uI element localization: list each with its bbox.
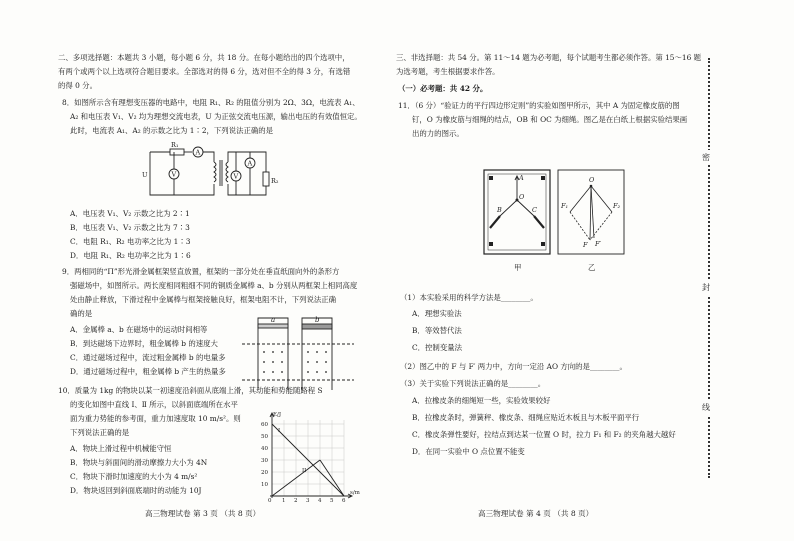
- line-label-2: II: [302, 468, 307, 474]
- q11-stem-1: 11．（6 分）“验证力的平行四边形定则”的实验如图甲所示，其中 A 为固定橡皮筋的图: [398, 101, 680, 110]
- yi-label-o: O: [589, 176, 595, 184]
- label-rod-a: a: [271, 316, 276, 324]
- q8-option-b: B．电压表 V₁、V₂ 示数之比为 7∶3: [70, 223, 190, 232]
- xtick-1: 1: [282, 498, 286, 502]
- yi-label-f2: F₂: [613, 202, 621, 210]
- xtick-4: 4: [318, 498, 322, 502]
- section2-line-2: 有两个或两个以上选项符合题目要求。全部选对的得 6 分，选对但不全的得 3 分，有选错: [58, 67, 351, 76]
- xtick-3: 3: [306, 498, 310, 502]
- q9-option-d: D．通过磁场过程中，粗金属棒 b 产生的热量多: [70, 367, 226, 376]
- q10-option-a: A．物块上滑过程中机械能守恒: [70, 444, 172, 453]
- sidebar-xian: 线: [702, 400, 710, 415]
- q8-option-c: C．电阻 R₁、R₂ 电功率之比为 1∶3: [70, 237, 191, 246]
- yi-label-f: F: [583, 241, 588, 249]
- label-a2: A: [247, 159, 253, 168]
- ytick-10: 10: [261, 482, 268, 488]
- q8-option-a: A．电压表 V₁、V₂ 示数之比为 2∶1: [70, 209, 190, 218]
- label-r2: R₂: [271, 177, 279, 185]
- jia-label-o: O: [519, 193, 525, 201]
- graph-xlabel: s/m: [350, 490, 360, 496]
- q11-sub3-option-a: A．拉橡皮条的细绳短一些，实验效果较好: [412, 396, 551, 405]
- yi-label-f1: F₁: [561, 202, 569, 210]
- q11-sub1-option-a: A．理想实验法: [412, 309, 462, 318]
- q9-stem-1: 9．两相同的“П”形光滑金属框架竖直放置，框架的一部分处在垂直纸面向外的条形方: [62, 267, 340, 276]
- label-v2: V: [233, 172, 239, 181]
- q10-option-c: C．物块下滑时加速度的大小为 4 m/s²: [70, 472, 198, 481]
- q9-option-b: B．到达磁场下边界时，粗金属棒 b 的速度大: [70, 339, 218, 348]
- q11-sub2: （2）图乙中的 F 与 F′ 两力中，方向一定沿 AO 方向的是________。: [400, 362, 627, 371]
- label-a1: A: [195, 148, 201, 157]
- ytick-60: 60: [261, 422, 268, 428]
- q10-energy-graph: [258, 410, 363, 502]
- label-r1: R₁: [171, 141, 179, 149]
- q9-stem-4: 确的是: [70, 309, 93, 318]
- q10-stem-1: 10．质量为 1kg 的物块以某一初速度沿斜面从底端上滑，其动能和势能随路程 S: [58, 386, 323, 395]
- jia-label-b: B: [497, 206, 502, 214]
- q10-stem-4: 下列说法正确的是: [70, 428, 130, 437]
- footer-page-4: 高三物理试卷 第 4 页 （共 8 页）: [478, 509, 594, 518]
- q10-stem-2: 的变化如图中直线 Ⅰ、Ⅱ 所示，以斜面底端所在水平: [70, 400, 238, 409]
- binding-line: [708, 58, 712, 478]
- sidebar-mi: 密: [702, 150, 710, 165]
- q10-option-b: B．物块与斜面间的滑动摩擦力大小为 4N: [70, 458, 208, 467]
- q8-transformer-circuit: [140, 140, 280, 204]
- yi-label-f-prime: F′: [595, 240, 601, 248]
- q8-stem-1: 8．如图所示含有理想变压器的电路中，电阻 R₁、R₂ 的阻值分别为 2Ω、3Ω，电流表 A₁、: [62, 98, 360, 107]
- xtick-0: 0: [268, 498, 272, 502]
- section3-line-1: 三、非选择题：共 54 分。第 11～14 题为必考题，每个试题考生都必须作答。第 15～16 题: [396, 53, 702, 62]
- required-heading: （一）必考题：共 42 分。: [398, 84, 488, 93]
- q9-stem-2: 强磁场中，如图所示。两长度相同粗细不同的铜质金属棒 a、b 分别从两框架上相同高度: [70, 281, 358, 290]
- q8-option-d: D．电阻 R₁、R₂ 电功率之比为 1∶6: [70, 251, 191, 260]
- q8-stem-3: 此时，电流表 A₁、A₂ 的示数之比为 1∶2，下列说法正确的是: [70, 126, 274, 135]
- q11-sub3-option-d: D．在同一实验中 O 点位置不能变: [412, 447, 525, 456]
- xtick-6: 6: [342, 498, 346, 502]
- q11-sub1-option-b: B．等效替代法: [412, 326, 462, 335]
- q11-sub1-option-c: C．控制变量法: [412, 343, 462, 352]
- xtick-2: 2: [294, 498, 298, 502]
- figure-yi: [556, 168, 626, 256]
- section3-line-2: 为选考题，考生根据要求作答。: [396, 67, 500, 76]
- q9-stem-3: 处由静止释放，下滑过程中金属棒与框架接触良好，框架电阻不计，下列说法正确: [70, 295, 337, 304]
- q11-sub3: （3）关于实验下列说法正确的是________。: [400, 379, 546, 388]
- sidebar-feng: 封: [702, 280, 710, 295]
- magnetic-field-dots: [263, 351, 327, 373]
- q11-sub3-option-b: B．拉橡皮条时，弹簧秤、橡皮条、细绳应贴近木板且与木板平面平行: [412, 413, 640, 422]
- jia-label-a: A: [519, 174, 524, 182]
- q11-sub1: （1）本实验采用的科学方法是________。: [400, 293, 538, 302]
- q11-stem-2: 钉，O 为橡皮筋与细绳的结点，OB 和 OC 为细绳。图乙是在白纸上根据实验结果画: [412, 115, 688, 124]
- jia-label-c: C: [532, 206, 537, 214]
- section2-line-3: 的得 0 分。: [58, 81, 97, 90]
- graph-ylabel: E/J: [273, 412, 282, 418]
- q9-option-c: C．通过磁场过程中，流过粗金属棒 b 的电量多: [70, 353, 226, 362]
- label-rod-b: b: [315, 316, 320, 324]
- figure-jia: [482, 168, 552, 256]
- q11-sub3-option-c: C．橡皮条弹性要好，拉结点到达某一位置 O 时，拉力 F₁ 和 F₂ 的夹角越大越好: [412, 430, 676, 439]
- line-label-1: I: [278, 428, 281, 434]
- footer-page-3: 高三物理试卷 第 3 页 （共 8 页）: [145, 509, 261, 518]
- q10-option-d: D．物块返回到斜面底端时的动能为 10J: [70, 486, 202, 495]
- q9-frames-figure: [238, 308, 358, 390]
- label-v1: V: [171, 170, 177, 179]
- q11-stem-3: 出的力的图示。: [412, 129, 464, 138]
- q9-option-a: A．金属棒 a、b 在磁场中的运动时间相等: [70, 325, 208, 334]
- caption-yi: 乙: [588, 263, 596, 272]
- q10-stem-3: 面为重力势能的参考面，重力加速度取 10 m/s²。则: [70, 414, 241, 423]
- xtick-5: 5: [330, 498, 334, 502]
- ytick-20: 20: [261, 470, 268, 476]
- section2-line-1: 二、多项选择题：本题共 3 小题，每小题 6 分，共 18 分。在每小题给出的四个选项中，: [58, 53, 350, 62]
- ytick-40: 40: [261, 446, 268, 452]
- label-u: U: [142, 171, 148, 179]
- q8-stem-2: A₂ 和电压表 V₁、V₂ 均为理想交流电表，U 为正弦交流电压源，输出电压的有效值恒定。: [70, 112, 362, 121]
- caption-jia: 甲: [514, 263, 522, 272]
- ytick-50: 50: [261, 434, 268, 440]
- ytick-30: 30: [261, 458, 268, 464]
